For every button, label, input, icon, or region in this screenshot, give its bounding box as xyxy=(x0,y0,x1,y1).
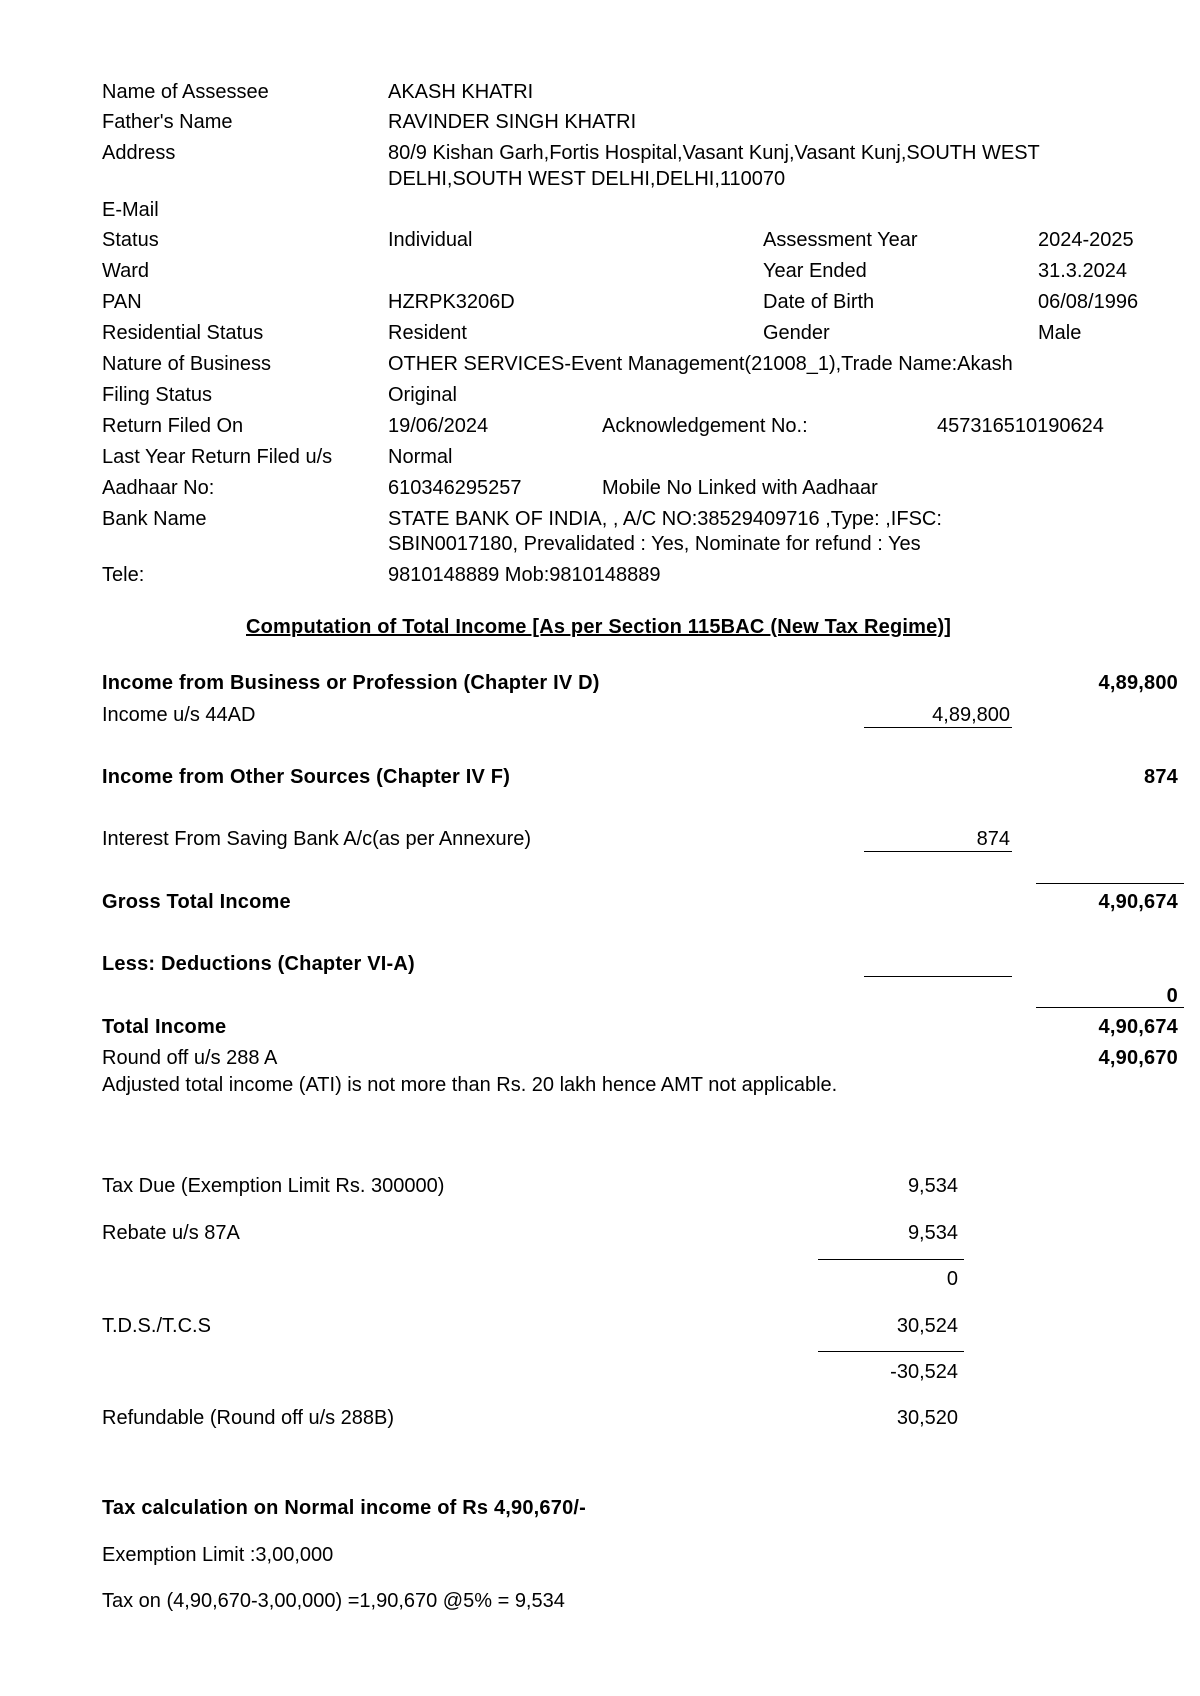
email-label: E-Mail xyxy=(102,199,159,221)
address-line-1: 80/9 Kishan Garh,Fortis Hospital,Vasant Kunj,Vasant Kunj,SOUTH WEST xyxy=(388,142,1040,164)
father-label: Father's Name xyxy=(102,111,233,133)
deductions-value: 0 xyxy=(1166,985,1178,1007)
tds-tcs-label: T.D.S./T.C.S xyxy=(102,1315,211,1337)
bank-line-1: STATE BANK OF INDIA, , A/C NO:38529409716 ,Type: ,IFSC: xyxy=(388,508,942,530)
aadhaar-label: Aadhaar No: xyxy=(102,477,215,499)
income-44ad-value: 4,89,800 xyxy=(932,704,1010,726)
computation-heading: Computation of Total Income [As per Section 115BAC (New Tax Regime)] xyxy=(246,616,952,638)
filing-status-label: Filing Status xyxy=(102,384,213,406)
round-off-label: Round off u/s 288 A xyxy=(102,1047,278,1069)
acknowledgement-label: Acknowledgement No.: xyxy=(602,415,808,437)
tax-calculation-heading: Tax calculation on Normal income of Rs 4,90,670/- xyxy=(102,1497,587,1519)
divider xyxy=(818,1351,964,1352)
acknowledgement-value: 457316510190624 xyxy=(937,415,1104,437)
total-income-label: Total Income xyxy=(102,1016,227,1038)
underline xyxy=(864,727,1012,728)
divider xyxy=(1036,883,1184,884)
tax-due-value: 9,534 xyxy=(907,1175,958,1197)
exemption-limit-text: Exemption Limit :3,00,000 xyxy=(102,1544,334,1566)
bank-name-label: Bank Name xyxy=(102,508,207,530)
residential-status-label: Residential Status xyxy=(102,322,264,344)
tax-due-label: Tax Due (Exemption Limit Rs. 300000) xyxy=(102,1175,445,1197)
other-sources-total: 874 xyxy=(1144,766,1178,788)
return-filed-on-label: Return Filed On xyxy=(102,415,244,437)
dob-label: Date of Birth xyxy=(763,291,875,313)
last-year-return-value: Normal xyxy=(388,446,453,468)
tele-label: Tele: xyxy=(102,564,145,586)
assessee-name: AKASH KHATRI xyxy=(388,81,534,103)
status-label: Status xyxy=(102,229,159,251)
address-label: Address xyxy=(102,142,176,164)
rebate-label: Rebate u/s 87A xyxy=(102,1222,240,1244)
after-rebate-value: 0 xyxy=(946,1268,958,1290)
residential-status-value: Resident xyxy=(388,322,467,344)
business-income-total: 4,89,800 xyxy=(1098,672,1178,694)
other-sources-heading: Income from Other Sources (Chapter IV F) xyxy=(102,766,511,788)
aadhaar-value: 610346295257 xyxy=(388,477,522,499)
gender-value: Male xyxy=(1038,322,1082,344)
total-income-value: 4,90,674 xyxy=(1098,1016,1178,1038)
divider xyxy=(1036,1007,1184,1008)
net-value: -30,524 xyxy=(890,1361,958,1383)
address-line-2: DELHI,SOUTH WEST DELHI,DELHI,110070 xyxy=(388,168,786,190)
round-off-value: 4,90,670 xyxy=(1098,1047,1178,1069)
filing-status-value: Original xyxy=(388,384,457,406)
tele-value: 9810148889 Mob:9810148889 xyxy=(388,564,661,586)
status-value: Individual xyxy=(388,229,473,251)
rebate-value: 9,534 xyxy=(907,1222,958,1244)
nature-of-business-value: OTHER SERVICES-Event Management(21008_1),Trade Name:Akash xyxy=(388,353,1013,375)
gender-label: Gender xyxy=(763,322,830,344)
deductions-label: Less: Deductions (Chapter VI-A) xyxy=(102,953,415,975)
tax-on-text: Tax on (4,90,670-3,00,000) =1,90,670 @5% = 9,534 xyxy=(102,1590,565,1612)
refundable-value: 30,520 xyxy=(896,1407,958,1429)
father-name: RAVINDER SINGH KHATRI xyxy=(388,111,637,133)
name-label: Name of Assessee xyxy=(102,81,269,103)
assessment-year-value: 2024-2025 xyxy=(1038,229,1134,251)
interest-sb-value: 874 xyxy=(976,828,1010,850)
last-year-return-label: Last Year Return Filed u/s xyxy=(102,446,333,468)
business-income-heading: Income from Business or Profession (Chapter IV D) xyxy=(102,672,600,694)
divider xyxy=(818,1259,964,1260)
pan-label: PAN xyxy=(102,291,142,313)
gross-total-income-label: Gross Total Income xyxy=(102,891,291,913)
ward-label: Ward xyxy=(102,260,150,282)
year-ended-label: Year Ended xyxy=(763,260,867,282)
dob-value: 06/08/1996 xyxy=(1038,291,1139,313)
tds-tcs-value: 30,524 xyxy=(896,1315,958,1337)
amt-note: Adjusted total income (ATI) is not more than Rs. 20 lakh hence AMT not applicable. xyxy=(102,1074,838,1096)
bank-line-2: SBIN0017180, Prevalidated : Yes, Nominate for refund : Yes xyxy=(388,533,921,555)
return-filed-on-value: 19/06/2024 xyxy=(388,415,489,437)
pan-value: HZRPK3206D xyxy=(388,291,515,313)
nature-of-business-label: Nature of Business xyxy=(102,353,271,375)
gross-total-income-value: 4,90,674 xyxy=(1098,891,1178,913)
interest-sb-label: Interest From Saving Bank A/c(as per Annexure) xyxy=(102,828,532,850)
refundable-label: Refundable (Round off u/s 288B) xyxy=(102,1407,395,1429)
year-ended-value: 31.3.2024 xyxy=(1038,260,1127,282)
underline xyxy=(864,976,1012,977)
aadhaar-note: Mobile No Linked with Aadhaar xyxy=(602,477,878,499)
income-44ad-label: Income u/s 44AD xyxy=(102,704,256,726)
assessment-year-label: Assessment Year xyxy=(763,229,918,251)
underline xyxy=(864,851,1012,852)
